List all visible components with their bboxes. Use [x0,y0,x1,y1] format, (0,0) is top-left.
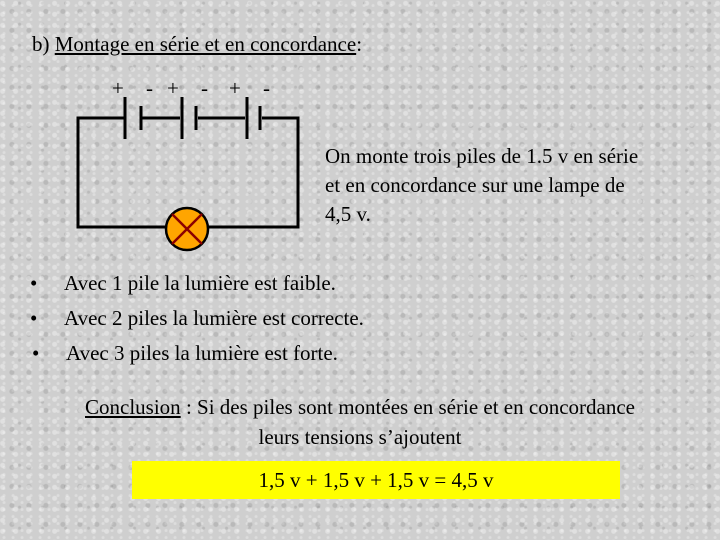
bullet-text: Avec 1 pile la lumière est faible. [64,271,336,295]
conclusion [0,392,720,452]
circuit-wire [208,118,298,227]
polarity-label: + [112,76,124,100]
conclusion-line-1 [0,392,720,422]
bullet-marker: • [30,271,38,295]
result-highlight-box [132,461,620,499]
list-item [32,341,532,371]
circuit-description: On monte trois piles de 1.5 v en série et en concordance sur une lampe de 4,5 v. [325,144,639,226]
conclusion-text: : Si des piles sont montées en série et en concordance [180,395,635,419]
title-underlined: Montage en série et en concordance [54,32,357,56]
bullet-marker: • [32,341,40,365]
lamp-symbol [166,208,208,250]
polarity-label: - [201,76,208,100]
bullet-text: Avec 3 piles la lumière est forte. [66,341,338,365]
polarity-label: - [146,76,153,100]
bullet-text: Avec 2 piles la lumière est correcte. [64,306,364,330]
conclusion-label: Conclusion [85,395,181,419]
list-item [30,271,530,301]
title-suffix: : [356,32,363,56]
polarity-label: + [229,76,241,100]
polarity-label: + [167,76,179,100]
bullet-marker: • [30,306,38,330]
conclusion-line-2: leurs tensions s’ajoutent [258,425,462,449]
list-item [30,306,530,336]
result-equation: 1,5 v + 1,5 v + 1,5 v = 4,5 v [258,467,494,492]
circuit-wire [78,118,166,227]
polarity-label: - [263,76,270,100]
title-prefix: b) [32,32,55,56]
